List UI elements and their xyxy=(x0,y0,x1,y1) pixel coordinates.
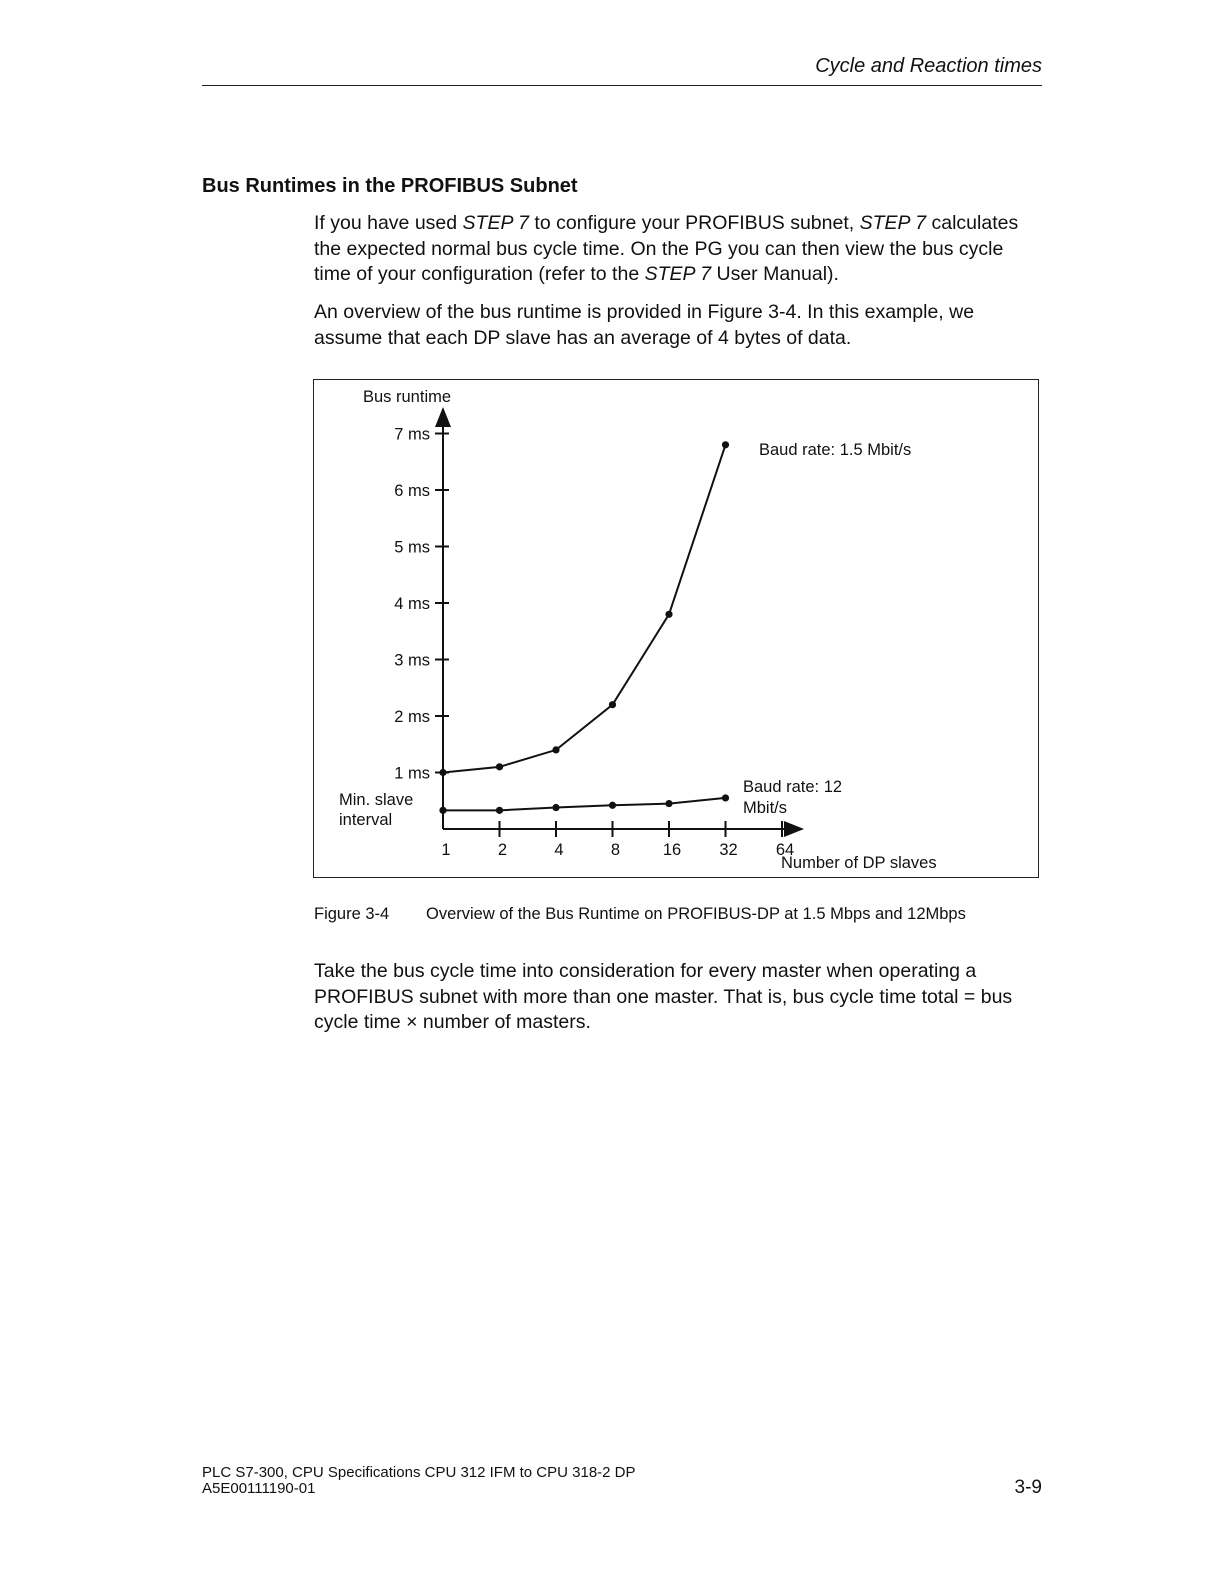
baseline-label: Min. slave interval xyxy=(339,791,414,829)
series-1-5mbit-point xyxy=(552,746,559,753)
series-12mbit-point xyxy=(722,794,729,801)
step7-term: STEP 7 xyxy=(644,263,712,285)
series-1-5mbit-point xyxy=(439,769,446,776)
y-tick-label: 4 ms xyxy=(394,595,430,613)
series-1-5mbit-point xyxy=(722,441,729,448)
series-1-5mbit-line xyxy=(443,445,726,773)
section-title: Bus Runtimes in the PROFIBUS Subnet xyxy=(202,175,578,197)
x-tick-label: 32 xyxy=(719,841,738,859)
footer-document-info xyxy=(202,1465,636,1497)
running-header: Cycle and Reaction times xyxy=(815,55,1042,77)
series-12mbit-point xyxy=(439,807,446,814)
series-1-5mbit-point xyxy=(496,763,503,770)
x-tick-label: 2 xyxy=(497,841,508,859)
series-label-12mbit: Baud rate: 12 Mbit/s xyxy=(743,778,843,817)
series-1-5mbit-point xyxy=(609,701,616,708)
y-axis-title: Bus runtime xyxy=(363,388,452,406)
series-12mbit-point xyxy=(552,804,559,811)
figure-number: Figure 3-4 xyxy=(314,905,390,923)
figure-bus-runtime xyxy=(313,379,1039,878)
y-tick-label: 2 ms xyxy=(394,708,430,726)
series-12mbit-point xyxy=(609,802,616,809)
footer-line-2: A5E00111190-01 xyxy=(202,1480,316,1497)
paragraph-overview: An overview of the bus runtime is provided in Figure 3-4. In this example, we assume that each DP slave has an average of 4 bytes of data. xyxy=(314,301,975,349)
footer-line-1: PLC S7-300, CPU Specifications CPU 312 IFM to CPU 318-2 DP xyxy=(202,1464,636,1481)
x-tick-label: 1 xyxy=(441,841,451,859)
y-tick-label: 6 ms xyxy=(394,482,430,500)
x-tick-label: 8 xyxy=(610,841,621,859)
x-tick-label: 16 xyxy=(662,841,682,859)
series-12mbit-point xyxy=(496,807,503,814)
step7-term: STEP 7 xyxy=(859,212,927,234)
paragraph-text: If you have used xyxy=(314,212,463,234)
step7-term: STEP 7 xyxy=(462,212,530,234)
x-tick-label: 64 xyxy=(775,841,795,859)
y-tick-label: 5 ms xyxy=(394,538,430,557)
y-tick-label: 7 ms xyxy=(394,425,430,444)
paragraph-multi-master: Take the bus cycle time into consideration for every master when operating a PROFIBUS subnet with more than one master. That is, bus cycle time total = bus cycle time × number of masters. xyxy=(314,960,1013,1033)
series-12mbit-point xyxy=(665,800,672,807)
y-tick-label: 3 ms xyxy=(394,651,430,670)
header-divider xyxy=(202,85,1042,86)
series-label-1-5mbit: Baud rate: 1.5 Mbit/s xyxy=(759,441,912,459)
figure-caption-text: Overview of the Bus Runtime on PROFIBUS-DP at 1.5 Mbps and 12Mbps xyxy=(426,905,966,923)
bus-runtime-chart xyxy=(314,380,1040,879)
y-tick-label: 1 ms xyxy=(394,764,430,783)
page-number: 3-9 xyxy=(1014,1477,1042,1498)
paragraph-text: User Manual). xyxy=(711,263,839,285)
series-12mbit-line xyxy=(443,798,726,810)
paragraph-text: calculates the expected normal bus cycle time. On the PG you can then view the bus cycle time of your configuration (refer to the xyxy=(314,212,1019,285)
x-axis-title: Number of DP slaves xyxy=(781,854,937,872)
x-tick-label: 4 xyxy=(554,841,564,859)
figure-caption xyxy=(314,905,966,924)
paragraph-step7 xyxy=(314,211,1044,288)
paragraph-text: to configure your PROFIBUS subnet, xyxy=(529,212,860,234)
series-1-5mbit-point xyxy=(665,611,672,618)
